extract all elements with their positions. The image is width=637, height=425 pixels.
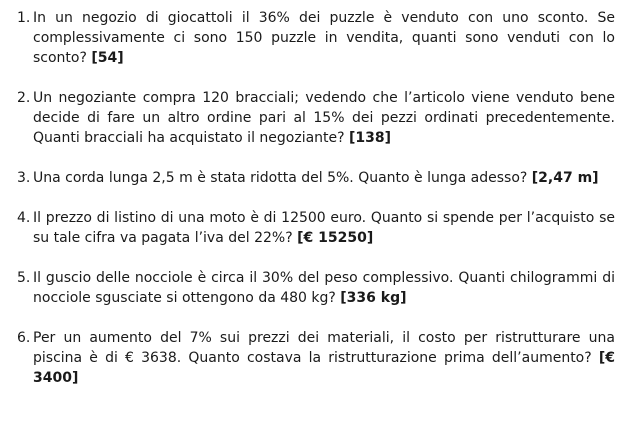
answer: [€ 3400] [33, 350, 616, 386]
question-text: Un negoziante compra 120 bracciali; vedendo che l’articolo viene venduto bene decide di fare un altro ordine pari al 15% dei pezzi ordinati precedentemente. Quanti bracciali ha acquistato il negoziante? [33, 90, 615, 146]
exercise-list [17, 8, 615, 388]
exercise-text [33, 268, 615, 308]
exercise-text [33, 88, 615, 148]
question-text: Per un aumento del 7% sui prezzi dei materiali, il costo per ristrutturare una piscina è di € 3638. Quanto costava la ristrutturazione prima dell’aumento? [33, 330, 615, 366]
exercise-item [17, 208, 615, 248]
question-text: In un negozio di giocattoli il 36% dei puzzle è venduto con uno sconto. Se complessivamente ci sono 150 puzzle in vendita, quanti sono venduti con lo sconto? [33, 10, 615, 66]
exercise-item [17, 88, 615, 148]
exercise-number: 5. [17, 270, 31, 286]
exercise-item [17, 268, 615, 308]
exercise-text [33, 328, 615, 388]
exercise-item [17, 8, 615, 68]
answer: [336 kg] [340, 290, 407, 306]
exercise-item [17, 328, 615, 388]
exercise-text [33, 168, 615, 188]
answer: [54] [91, 50, 124, 66]
exercise-text [33, 208, 615, 248]
exercise-number: 6. [17, 330, 31, 346]
answer: [€ 15250] [297, 230, 374, 246]
exercise-item [17, 168, 615, 188]
question-text: Il guscio delle nocciole è circa il 30% del peso complessivo. Quanti chilogrammi di nocciole sgusciate si ottengono da 480 kg? [33, 270, 615, 306]
question-text: Il prezzo di listino di una moto è di 12500 euro. Quanto si spende per l’acquisto se su tale cifra va pagata l’iva del 22%? [33, 210, 615, 246]
answer: [138] [349, 130, 392, 146]
exercise-number: 4. [17, 210, 31, 226]
exercise-number: 1. [17, 10, 31, 26]
answer: [2,47 m] [531, 170, 599, 186]
exercise-number: 3. [17, 170, 31, 186]
question-text: Una corda lunga 2,5 m è stata ridotta del 5%. Quanto è lunga adesso? [33, 170, 528, 186]
exercise-number: 2. [17, 90, 31, 106]
exercise-text [33, 8, 615, 68]
